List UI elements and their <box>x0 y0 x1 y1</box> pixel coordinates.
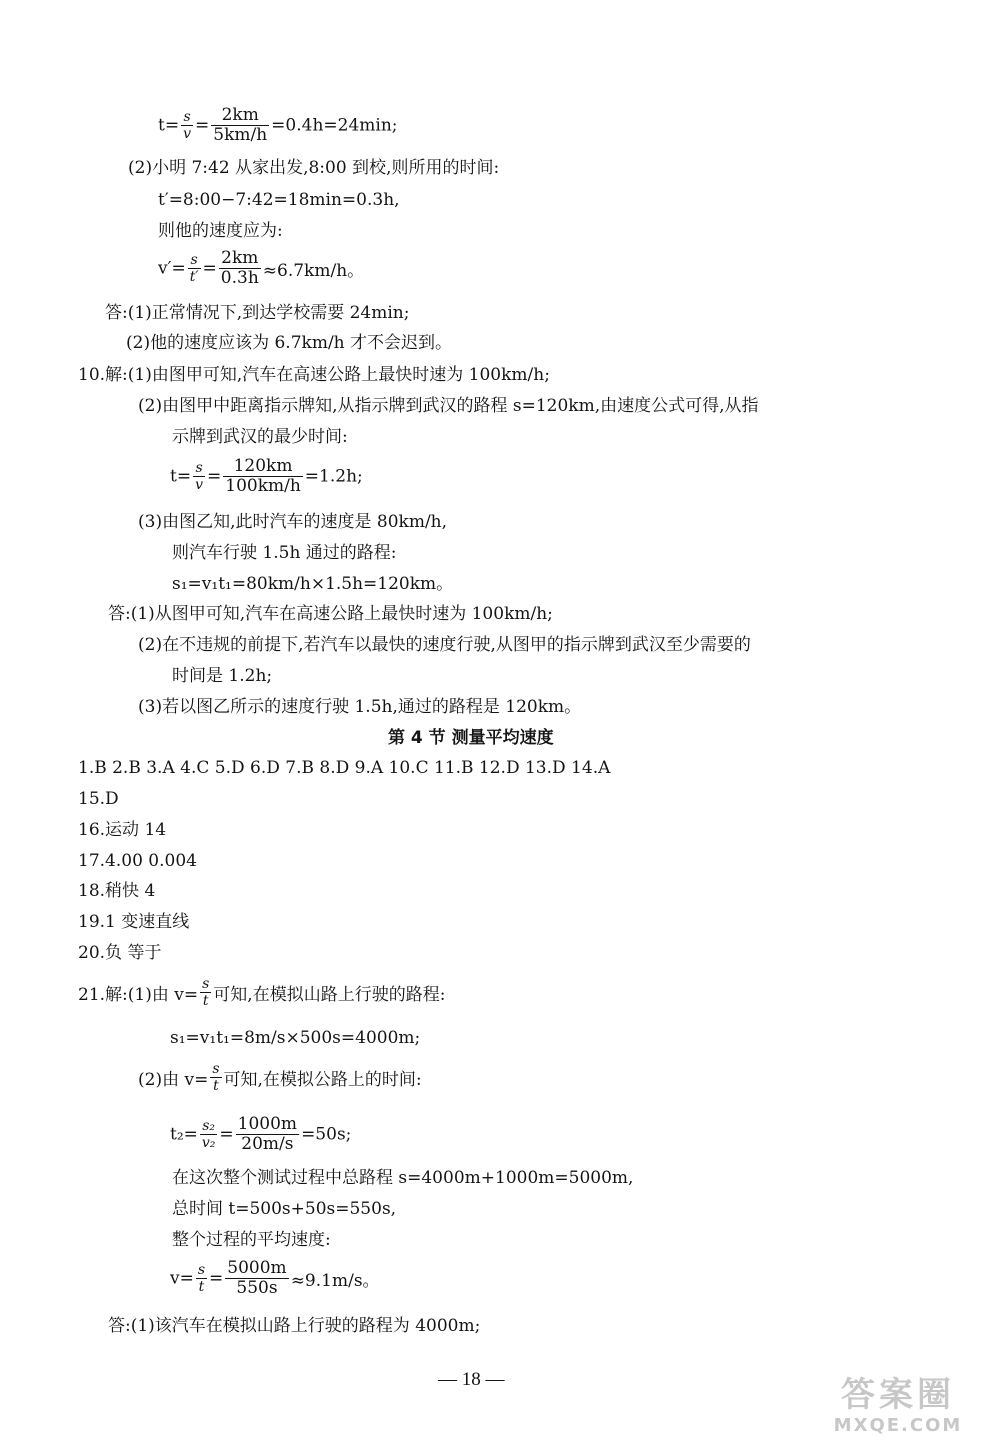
fraction: $\frac{5000m}{550s}$ <box>227 1258 287 1298</box>
fraction: $\frac{s}{t}$ <box>197 1262 206 1295</box>
answer-line: 16.运动 14 <box>78 820 167 840</box>
formula-average-speed: v= $\frac{s}{t}$ = $\frac{5000m}{550s}$ ≈9.1m/s。 <box>170 1258 380 1298</box>
section-heading: 第 4 节 测量平均速度 <box>388 728 554 748</box>
text-line: 则汽车行驶 1.5h 通过的路程: <box>172 543 397 563</box>
formula-time: t= $\frac{s}{v}$ = $\frac{2km}{5km/h}$ =0.4h=24min; <box>158 105 398 145</box>
fraction: $\frac{1000m}{20m/s}$ <box>237 1114 298 1154</box>
question-21-line: 21.解:(1)由 v= $\frac{s}{t}$ 可知,在模拟山路上行驶的路程: <box>78 976 446 1009</box>
watermark-logo <box>810 1375 986 1443</box>
text-line: 则他的速度应为: <box>158 221 283 241</box>
answer-line: (2)他的速度应该为 6.7km/h 才不会迟到。 <box>126 333 453 353</box>
answer-line: 17.4.00 0.004 <box>78 851 197 871</box>
question-line: 10.解:(1)由图甲可知,汽车在高速公路上最快时速为 100km/h; <box>78 365 550 385</box>
multiple-choice-answers: 1.B 2.B 3.A 4.C 5.D 6.D 7.B 8.D 9.A 10.C 11.B 12.D 13.D 14.A <box>78 758 611 778</box>
text-line: 整个过程的平均速度: <box>172 1230 331 1250</box>
answer-line: 答:(1)从图甲可知,汽车在高速公路上最快时速为 100km/h; <box>108 604 553 624</box>
answer-line: 答:(1)该汽车在模拟山路上行驶的路程为 4000m; <box>108 1316 481 1336</box>
formula-road-time: t₂= $\frac{\text{s₂}}{\text{v₂}}$ = $\frac{1000m}{20m/s}$ =50s; <box>170 1114 352 1154</box>
fraction: $\frac{s}{t}$ <box>212 1061 220 1094</box>
text-line: s₁=v₁t₁=80km/h×1.5h=120km。 <box>172 574 454 594</box>
watermark-text: 答案圈 <box>841 1375 955 1415</box>
text-line-with-fraction: (2)由 v= $\frac{s}{t}$ 可知,在模拟公路上的时间: <box>138 1061 422 1094</box>
answer-line: 20.负 等于 <box>78 943 162 963</box>
fraction: $\frac{s}{t'}$ <box>189 252 199 285</box>
formula-speed: v′= $\frac{s}{t'}$ = $\frac{2km}{0.3h}$ ≈6.7km/h。 <box>158 248 365 288</box>
fraction: $\frac{\text{s₂}}{\text{v₂}}$ <box>201 1118 216 1151</box>
fraction: $\frac{s}{v}$ <box>183 109 191 142</box>
answer-line: (2)在不违规的前提下,若汽车以最快的速度行驶,从图甲的指示牌到武汉至少需要的 <box>138 635 751 655</box>
fraction: $\frac{s}{v}$ <box>195 460 203 493</box>
fraction: $\frac{2km}{0.3h}$ <box>220 248 259 288</box>
text-line: 示牌到武汉的最少时间: <box>172 427 348 447</box>
answer-line: (3)若以图乙所示的速度行驶 1.5h,通过的路程是 120km。 <box>138 697 582 717</box>
page-number: — 18 — <box>438 1369 505 1390</box>
watermark-url: MXQE.COM <box>833 1415 963 1436</box>
formula-min-time: t= $\frac{s}{v}$ = $\frac{120km}{100km/h}$ =1.2h; <box>170 456 363 496</box>
answer-line: 19.1 变速直线 <box>78 912 190 932</box>
text-line: t′=8:00−7:42=18min=0.3h, <box>158 190 400 210</box>
text-line: s₁=v₁t₁=8m/s×500s=4000m; <box>170 1028 421 1048</box>
text-line: (2)小明 7:42 从家出发,8:00 到校,则所用的时间: <box>128 158 500 178</box>
text-line: 总时间 t=500s+50s=550s, <box>172 1199 397 1219</box>
text-line: (2)由图甲中距离指示牌知,从指示牌到武汉的路程 s=120km,由速度公式可得,从指 <box>138 396 759 416</box>
fraction: $\frac{2km}{5km/h}$ <box>213 105 268 145</box>
text-line: 在这次整个测试过程中总路程 s=4000m+1000m=5000m, <box>172 1168 634 1188</box>
answer-line: 答:(1)正常情况下,到达学校需要 24min; <box>105 303 410 323</box>
text-line: (3)由图乙知,此时汽车的速度是 80km/h, <box>138 512 448 532</box>
fraction: $\frac{s}{t}$ <box>202 976 210 1009</box>
answer-line: 15.D <box>78 789 119 809</box>
answer-line: 18.稍快 4 <box>78 881 156 901</box>
fraction: $\frac{120km}{100km/h}$ <box>225 456 301 496</box>
answer-line: 时间是 1.2h; <box>172 666 273 686</box>
